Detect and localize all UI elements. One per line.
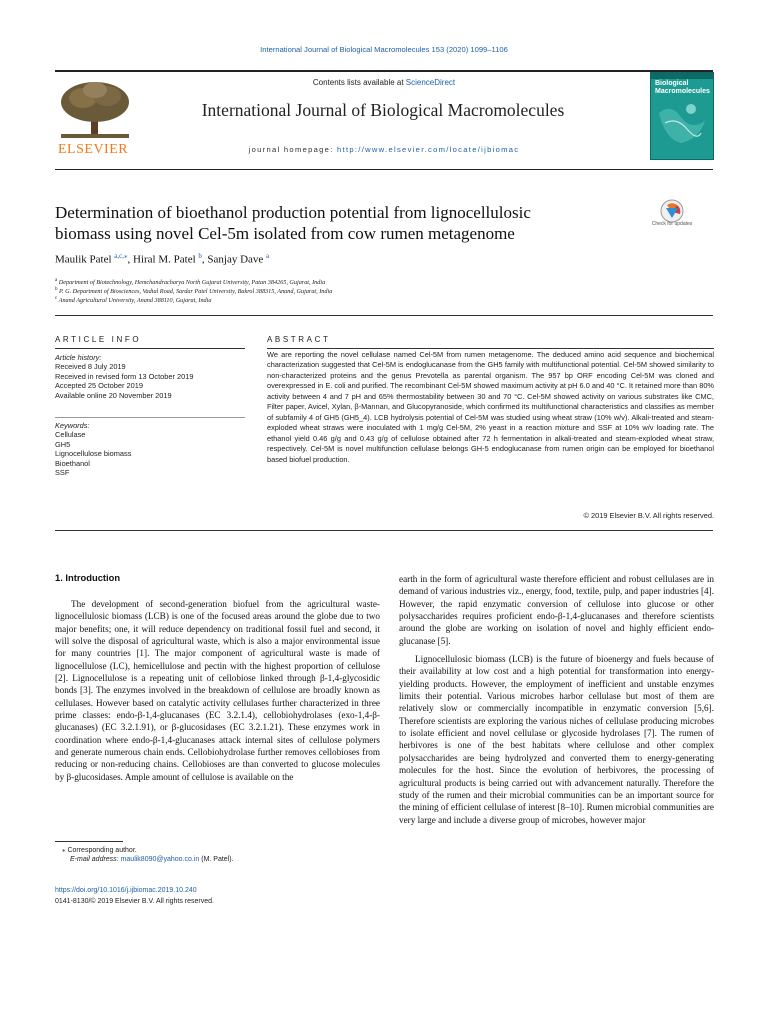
header-bottom-rule — [55, 169, 713, 170]
body-column-right — [399, 573, 714, 826]
journal-reference[interactable]: International Journal of Biological Macromolecules 153 (2020) 1099–1106 — [260, 45, 508, 54]
doi-line — [55, 887, 197, 894]
article-info-heading: ARTICLE INFO — [55, 335, 142, 344]
title-line-1: Determination of bioethanol production potential from lignocellulosic — [55, 203, 531, 222]
keyword: Bioethanol — [55, 458, 90, 468]
body-column-left — [55, 598, 380, 783]
affiliation-text: P. G. Department of Biosciences, Vadtal Road, Sardar Patel University, Bakrol 388315, Anand, Gujarat, India — [59, 288, 333, 296]
article-history — [55, 353, 245, 400]
affiliation-key: c — [55, 296, 58, 301]
abstract-text: We are reporting the novel cellulase named Cel-5M from rumen metagenome. The deduced amino acid sequence and biochemical characterization suggested that Cel-5M is endoglucanase from the GH5 family with multifunctional potential. Cel-5M showed similarity to non-characterized proteins and the genus Prevotella as parental organism. The 957 bp ORF encoding Cel-5M was cloned and overexpressed in E. coli and purified. The recombinant Cel-5M showed maximum activity at pH 6.0 and 40 °C. It retained more than 80% activity between 4 and 7 pH and 65% thermostability between 30 and 70 °C. Cel-5M showed activity on various substrates like CMC, Filter paper, Avicel, Xylan, β-Mannan, and Glucopyranoside, which confirmed its multifunctional characteristics and classifies as member of subfamily 4 of GH5 (GH5_4). LCB hydrolysis potential of Cel-5M was studied using wheat straw (10% w/v). Alkali-treated and steam-exploded wheat straws were inoculated with 1 mg/g Cel-5M, 2% yeast in a reaction mixture and SSF at 10% w/v loading rate. The ethanol yield 0.46 g/g and 0.43 g/g of cellulose obtained after 72 h fermentation in alkali-treated and steam-exploded wheat straw, respectively. Cel-5M is novel multifunction cellulase belongs GH-5 endoglucanase from rumen origin can be employed for bioethanol based biofuel production. — [267, 350, 714, 464]
author-list: Maulik Patel $^{a,c,⁎}$, Hiral M. Patel $^b$, Sanjay Dave $^a$ — [55, 252, 270, 266]
history-item: Accepted 25 October 2019 — [55, 381, 143, 391]
abstract-rule — [267, 348, 714, 349]
author-name[interactable]: Maulik Patel — [55, 253, 112, 266]
article-info-rule — [55, 348, 245, 349]
keyword: SSF — [55, 468, 70, 478]
journal-title: International Journal of Biological Macromolecules — [201, 100, 565, 120]
email-label: E-mail address: — [70, 856, 121, 863]
history-label: Article history: — [55, 353, 102, 362]
check-for-updates-badge[interactable] — [654, 198, 690, 234]
issn-line: 0141-8130/© 2019 Elsevier B.V. All rights reserved. — [55, 898, 214, 905]
body-paragraph: The development of second-generation biofuel from the agricultural waste-lignocellulosic biomass (LCB) is one of the focused areas around the globe due to two major benefits; one, it will reduce dependency on traditional fossil fuel and second, it will solve the disposal of agricultural waste, which is also a major environmental issue for many countries [1]. The major component of agricultural waste is made of lignocellulose (LC), hemicellulose and pectin with the highest proportion of cellulose [2]. Lignocellulose is a repeating unit of cellobiose linked through β-1,4-glycosidic bonds [3]. The enzymes involved in the breakdown of cellulose are broadly known as cellulases. However based on catalytic activity cellulases further characterized in three prime classes: endo-β-1,4-glucanases (EC 3.2.1.4), cellobiohydrolases (exo-1,4-β-glucanases) (EC 3.2.1.91), or β-glucosidases (EC 3.2.1.21). These enzymes work in coordination where endo-β-1,4-glucanases attack internal sites of cellulose polymers and generate numerous chain ends. Cellobiohydrolase further removes cellobioses from reducing or non-reducing chains. Cellobioses are than converted to glucose molecules by β-glucosidases. Ample amount of cellulose is available on the — [55, 599, 380, 782]
author-name[interactable]: Sanjay Dave — [207, 253, 264, 266]
body-paragraph: earth in the form of agricultural waste therefore efficient and robust cellulases are in demand of various industries viz., energy, food, textile, pulp, and paper industries [4]. However, the rapid enzymatic conversion of cellulose into glucose or other polysaccharides requires proficient endo-β-1,4-glucanases and therefore scientists around the globe are working on isolation of novel and highly efficient endo-glucanase [5]. — [399, 574, 714, 646]
affiliation — [55, 278, 325, 286]
title-line-2: biomass using novel Cel-5m isolated from cow rumen metagenome — [55, 224, 515, 243]
section-heading-introduction: 1. Introduction — [55, 572, 121, 583]
affiliation-key: a — [55, 278, 58, 283]
affiliation-rule — [55, 315, 713, 316]
sciencedirect-link[interactable]: ScienceDirect — [405, 78, 456, 87]
abstract-bottom-rule — [55, 530, 713, 531]
keyword: Cellulase — [55, 430, 86, 440]
cover-title: Biological Macromolecules — [655, 80, 710, 95]
affiliation — [55, 296, 211, 304]
footnote-rule — [55, 841, 123, 842]
affiliation-text: Department of Biotechnology, Hemchandracharya North Gujarat University, Patan 384265, Gujarat, India — [58, 279, 326, 287]
email-note — [70, 856, 234, 863]
affiliation-key: b — [55, 287, 58, 292]
affiliation-text: Anand Agricultural University, Anand 388110, Gujarat, India — [58, 297, 212, 305]
keywords-label: Keywords: — [55, 421, 90, 430]
contents-prefix: Contents lists available at — [312, 78, 406, 87]
homepage-label: journal homepage: — [248, 145, 338, 154]
doi-link[interactable]: https://doi.org/10.1016/j.ijbiomac.2019.10.240 — [55, 887, 197, 894]
abstract-copyright: © 2019 Elsevier B.V. All rights reserved. — [583, 511, 714, 520]
email-link[interactable]: maulik8090@yahoo.co.in — [120, 856, 200, 863]
keywords-rule — [55, 417, 245, 418]
author-affiliation-marker[interactable]: b — [198, 252, 202, 260]
history-item: Received 8 July 2019 — [55, 362, 126, 372]
corresponding-author-note: ⁎ Corresponding author. — [62, 847, 137, 854]
keyword: Lignocellulose biomass — [55, 449, 132, 459]
author-affiliation-marker[interactable]: a,c,⁎ — [114, 252, 128, 260]
history-item: Available online 20 November 2019 — [55, 390, 172, 400]
check-for-updates-label: Check for updates — [651, 221, 693, 227]
affiliation — [55, 287, 332, 295]
author-name[interactable]: Hiral M. Patel — [133, 253, 196, 266]
body-paragraph: Lignocellulosic biomass (LCB) is the future of bioenergy and fuels because of their availability at low cost and a high potential for transformation into energy-yielding products. However, the employment of inefficient and unstable enzymes limits their potential. Various microbes harbor cellulase but most of them are relatively slow or commercially incompatible in enzymatic conversion [5,6]. Therefore scientists are exploring the various niches of cellulase producing microbes to isolate efficient and novel cellulase or glycoside hydrolases [7]. The rumen of herbivores is one of the best habitats where cellulose and other complex polysaccharides are being hydrolyzed and converted them to energy-generating molecules for the host. Since the evolution of herbivores, the processing of agricultural products is being carried out with advancement naturally. Therefore the study of the rumen and their microbial communities can be an important source for the mining of efficient cellulase of interest [8–10]. Rumen microbial communities are very large and include a diverse group of microbes, however major — [399, 654, 714, 825]
author-affiliation-marker[interactable]: a — [266, 252, 270, 260]
keywords — [55, 421, 245, 477]
email-suffix: (M. Patel). — [199, 856, 234, 863]
header-top-rule — [55, 70, 713, 72]
abstract-heading: ABSTRACT — [267, 335, 331, 344]
article-title — [55, 202, 615, 244]
homepage-url-link[interactable]: http://www.elsevier.com/locate/ijbiomac — [337, 145, 520, 154]
history-item: Received in revised form 13 October 2019 — [55, 371, 194, 381]
keyword: GH5 — [55, 439, 71, 449]
elsevier-wordmark: ELSEVIER — [58, 142, 129, 157]
